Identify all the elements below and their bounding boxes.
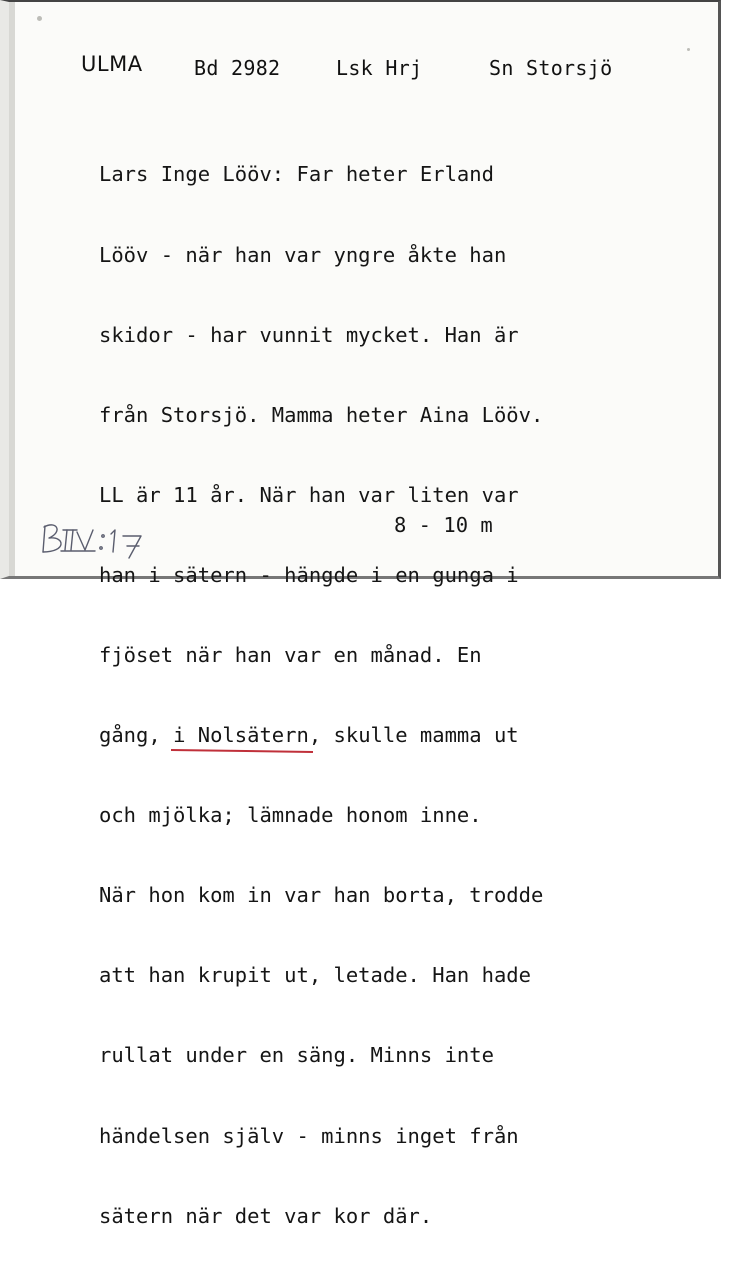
archive-code: ULMA	[81, 52, 143, 76]
measurement: 8 - 10 m	[394, 513, 493, 537]
text-line: händelsen själv - minns inget från	[99, 1123, 519, 1148]
text-line: att han krupit ut, letade. Han hade	[99, 963, 531, 988]
text-line: sätern när det var kor där.	[99, 1203, 433, 1228]
text-line-underlined	[99, 722, 543, 749]
underlined-place-name: i Nolsätern	[173, 723, 309, 748]
text-line: LL är 11 år. När han var liten var	[99, 482, 519, 507]
text-line: Lars Inge Lööv: Far heter Erland	[99, 162, 494, 187]
text-line: han i sätern - hängde i en gunga i	[99, 562, 519, 587]
volume-number: Bd 2982	[194, 56, 281, 80]
text-line: och mjölka; lämnade honom inne.	[99, 803, 482, 828]
text-segment: gång,	[99, 723, 174, 748]
region-code: Lsk Hrj	[336, 56, 423, 80]
text-line: från Storsjö. Mamma heter Aina Lööv.	[99, 402, 544, 427]
text-segment: , skulle mamma ut	[308, 723, 519, 748]
paper-speck	[37, 16, 42, 21]
text-line: Lööv - när han var yngre åkte han	[99, 242, 507, 267]
paper-speck	[687, 48, 690, 51]
text-line: fjöset när han var en månad. En	[99, 642, 482, 667]
text-line: När hon kom in var han borta, trodde	[99, 883, 544, 908]
parish-name: Sn Storsjö	[489, 56, 613, 80]
card-text	[99, 108, 543, 1283]
text-line: skidor - har vunnit mycket. Han är	[99, 322, 519, 347]
card-header	[9, 52, 730, 92]
handwritten-signature	[37, 518, 157, 568]
text-line: rullat under en säng. Minns inte	[99, 1043, 494, 1068]
